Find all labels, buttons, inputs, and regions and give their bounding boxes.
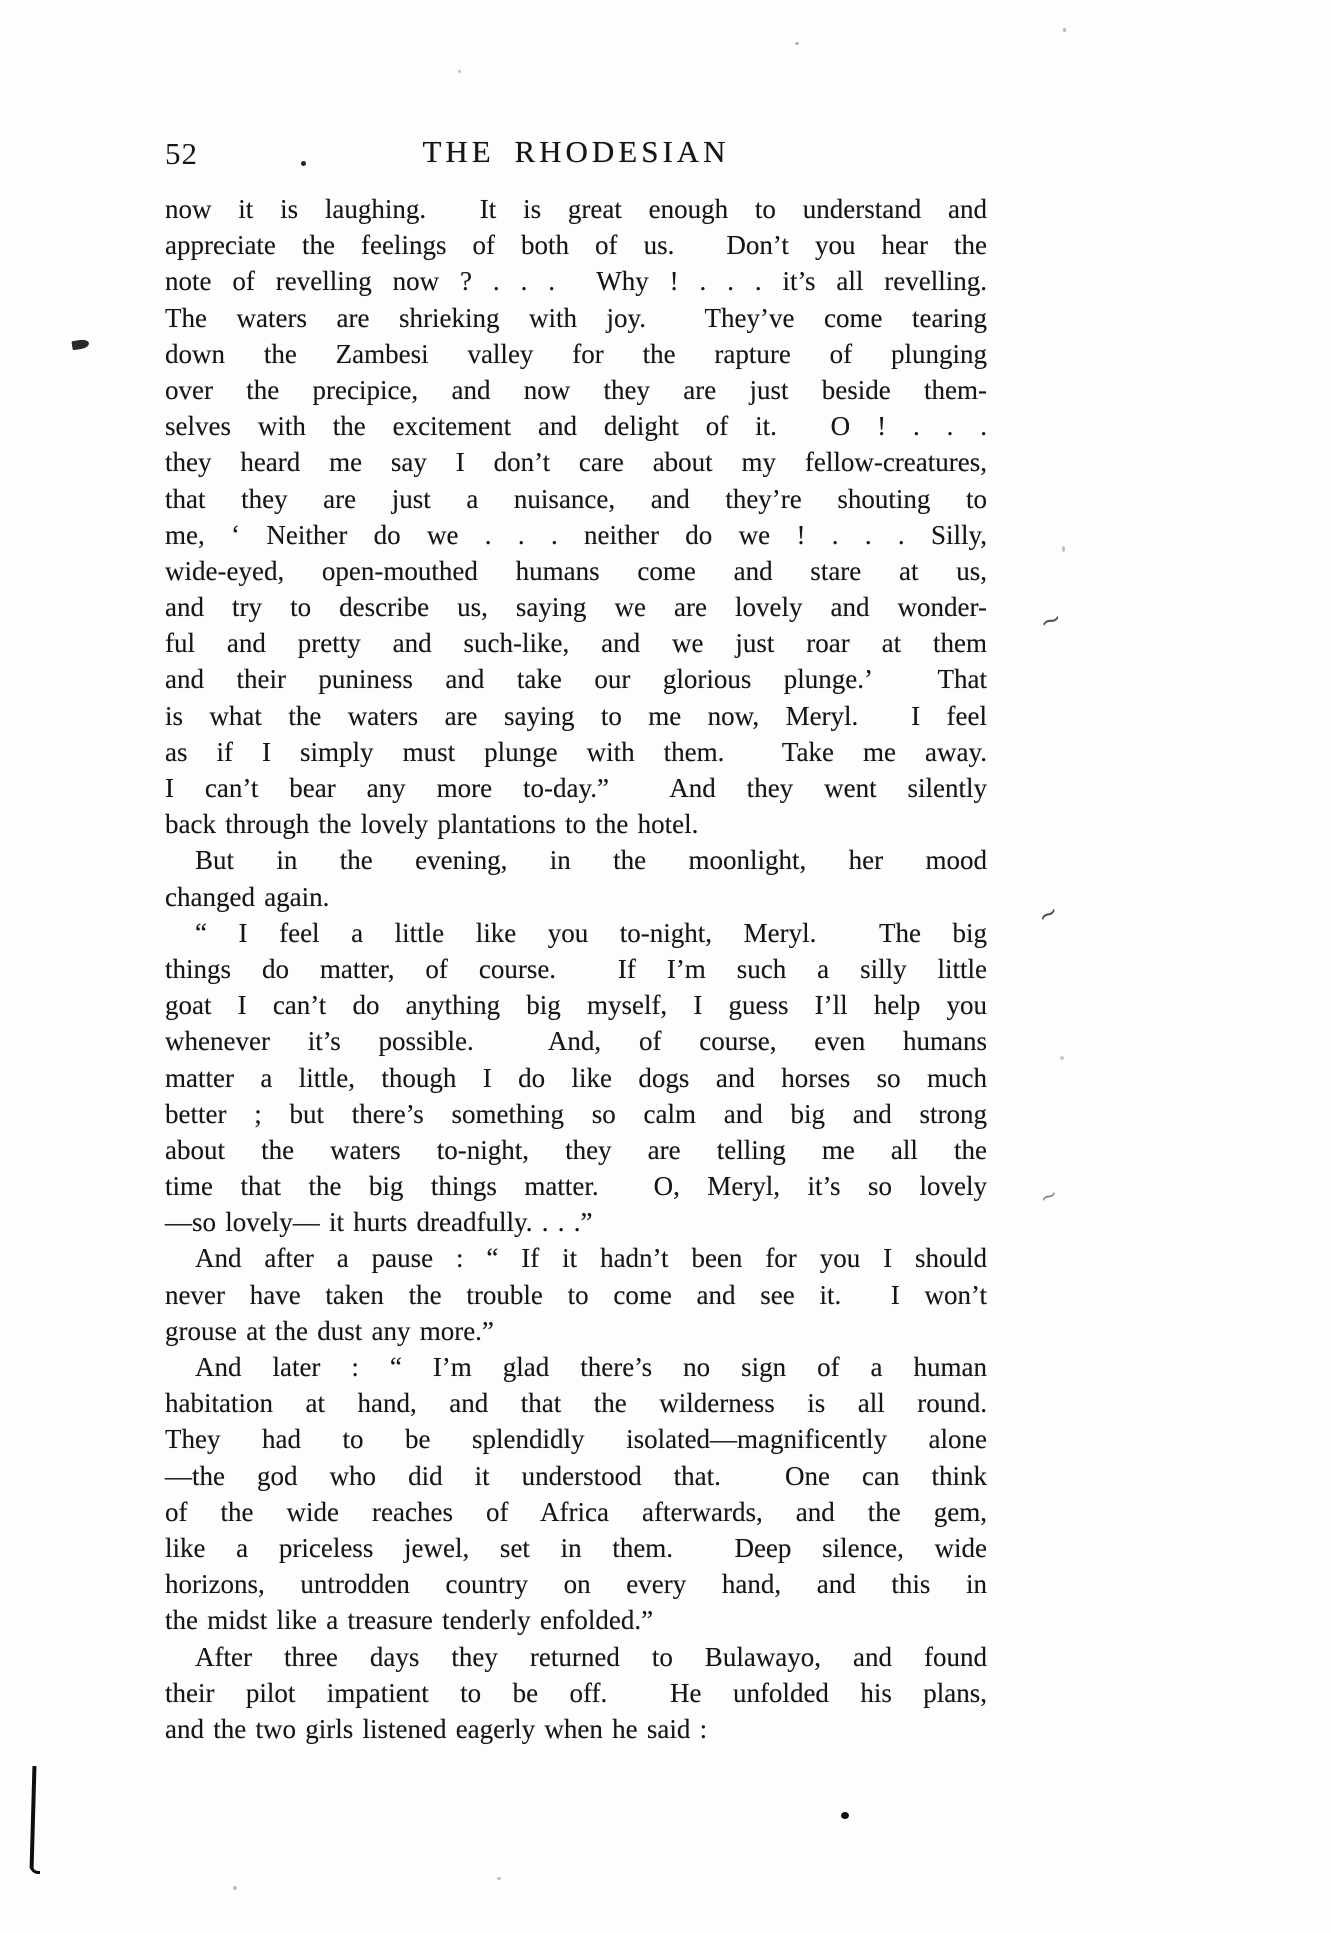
text-line: —so lovely— it hurts dreadfully. . . .” <box>165 1207 593 1238</box>
text-line: “ I feel a little like you to-night, Meryl. The big <box>195 917 987 948</box>
text-line: After three days they returned to Bulawayo, and found <box>195 1641 987 1672</box>
text-line: note of revelling now ? . . . Why ! . . . it’s all revelling. <box>165 266 987 297</box>
text-line: I can’t bear any more to-day.” And they went silently <box>165 773 987 803</box>
text-line: —the god who did it understood that. One can think <box>165 1460 987 1491</box>
faint-speck-4 <box>1062 546 1065 552</box>
text-line: now it is laughing. It is great enough to understand and <box>165 194 987 224</box>
margin-ink-blob-left <box>71 339 89 351</box>
text-line: things do matter, of course. If I’m such a silly little <box>165 953 987 984</box>
text-line: never have taken the trouble to come and see it. I won’t <box>165 1279 987 1310</box>
text-block <box>165 191 987 1747</box>
text-line: the midst like a treasure tenderly enfolded.” <box>165 1605 654 1636</box>
margin-squiggle-right-1: ~ <box>1035 603 1067 639</box>
text-line: as if I simply must plunge with them. Take me away. <box>165 736 987 767</box>
page-header <box>165 134 987 176</box>
text-line: they heard me say I don’t care about my fellow-creatures, <box>165 447 987 478</box>
text-line: They had to be splendidly isolated—magnificently alone <box>165 1424 987 1455</box>
text-line: over the precipice, and now they are just beside them- <box>165 374 987 405</box>
text-line: is what the waters are saying to me now, Meryl. I feel <box>165 700 987 731</box>
text-line: down the Zambesi valley for the rapture of plunging <box>165 338 987 369</box>
text-line: But in the evening, in the moonlight, her mood <box>195 845 987 876</box>
faint-speck-7 <box>1060 1056 1064 1060</box>
text-line: and the two girls listened eagerly when he said : <box>165 1713 708 1744</box>
bottom-ink-dot <box>841 1812 849 1819</box>
text-line: appreciate the feelings of both of us. Don’t you hear the <box>165 230 987 261</box>
page-number: 52 <box>165 136 198 171</box>
faint-speck-1 <box>795 42 799 45</box>
text-line: back through the lovely plantations to the hotel. <box>165 809 699 840</box>
text-line: me, ‘ Neither do we . . . neither do we ! . . . Silly, <box>165 519 987 550</box>
text-line: time that the big things matter. O, Meryl, it’s so lovely <box>165 1171 987 1202</box>
text-line: whenever it’s possible. And, of course, even humans <box>165 1026 987 1057</box>
text-line: horizons, untrodden country on every hand, and this in <box>165 1569 987 1600</box>
text-line: and try to describe us, saying we are lovely and wonder- <box>165 592 987 623</box>
text-line: goat I can’t do anything big myself, I guess I’ll help you <box>165 990 987 1021</box>
text-line: better ; but there’s something so calm and big and strong <box>165 1098 987 1129</box>
text-line: And later : “ I’m glad there’s no sign of a human <box>195 1352 987 1382</box>
margin-squiggle-right-2: ~ <box>1032 896 1065 932</box>
text-line: The waters are shrieking with joy. They’ve come tearing <box>165 302 987 333</box>
text-line: about the waters to-night, they are telling me all the <box>165 1134 987 1165</box>
text-line: ful and pretty and such-like, and we just roar at them <box>165 628 987 659</box>
bottom-left-pen-stroke <box>30 1766 37 1870</box>
faint-speck-5 <box>233 1886 237 1890</box>
faint-speck-3 <box>1063 28 1066 32</box>
margin-squiggle-right-3: ~ <box>1035 1181 1062 1211</box>
text-line: that they are just a nuisance, and they’re shouting to <box>165 483 987 514</box>
bottom-left-pen-hook <box>30 1861 40 1874</box>
faint-speck-6 <box>497 1877 501 1880</box>
text-line: of the wide reaches of Africa afterwards, and the gem, <box>165 1496 987 1527</box>
text-line: wide-eyed, open-mouthed humans come and stare at us, <box>165 555 987 586</box>
ink-speck-after-pagenum <box>301 161 306 166</box>
text-line: and their puniness and take our glorious plunge.’ That <box>165 664 987 695</box>
text-line: selves with the excitement and delight of it. O ! . . . <box>165 411 987 442</box>
text-line: And after a pause : “ If it hadn’t been for you I should <box>195 1243 987 1274</box>
faint-speck-2 <box>458 70 461 73</box>
text-line: grouse at the dust any more.” <box>165 1315 494 1346</box>
text-line: like a priceless jewel, set in them. Deep silence, wide <box>165 1532 987 1563</box>
text-line: their pilot impatient to be off. He unfolded his plans, <box>165 1677 987 1708</box>
text-line: habitation at hand, and that the wilderness is all round. <box>165 1388 987 1419</box>
text-line: changed again. <box>165 881 330 912</box>
running-title: THE RHODESIAN <box>422 134 730 169</box>
text-line: matter a little, though I do like dogs and horses so much <box>165 1062 987 1093</box>
